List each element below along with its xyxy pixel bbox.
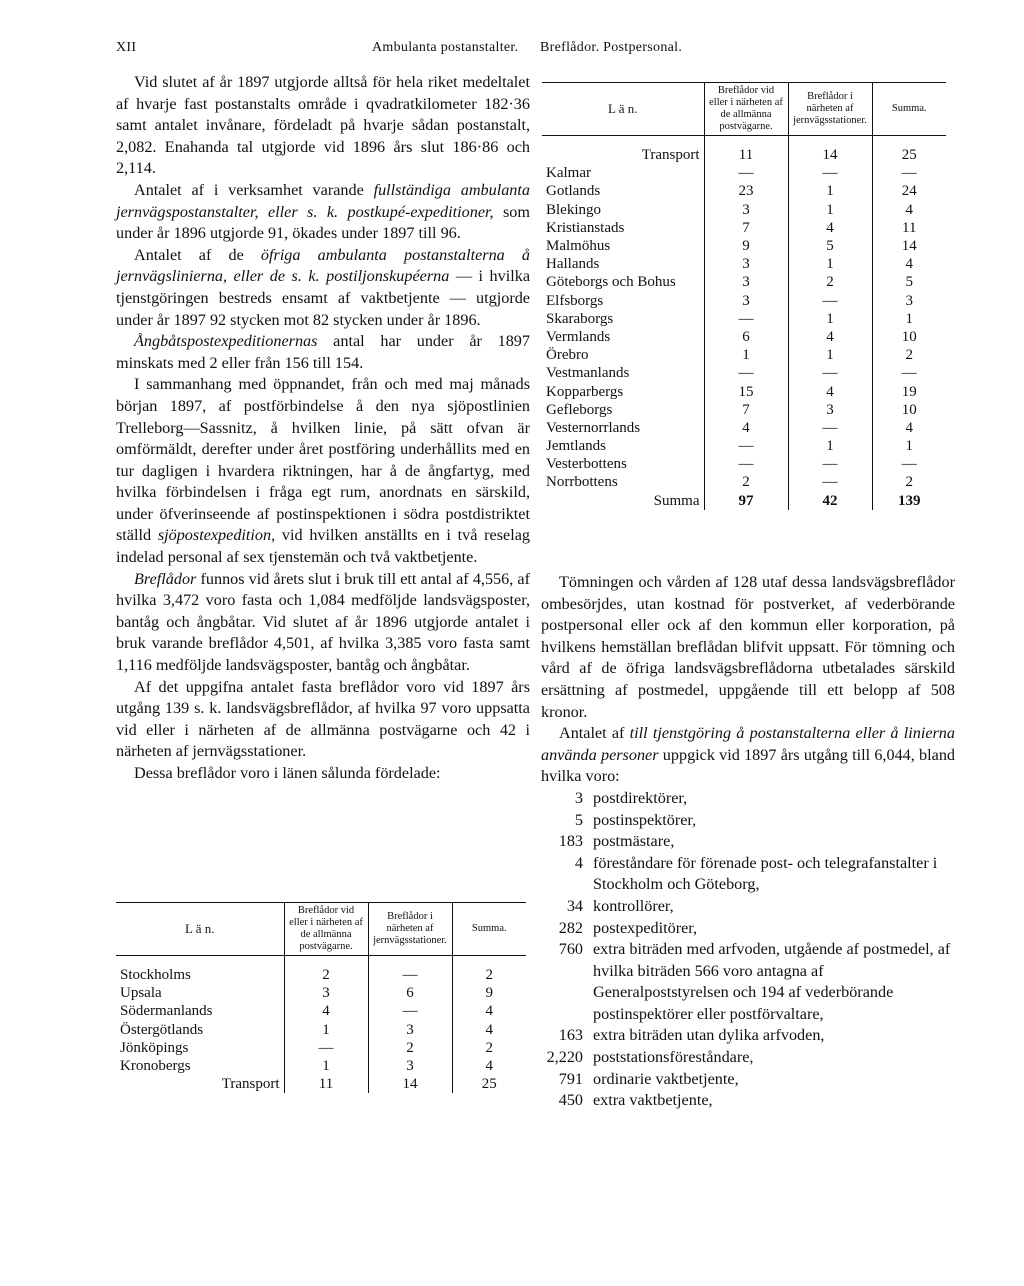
paragraph: Tömningen och vården af 128 utaf dessa landsvägsbreflådor ombesörjdes, utan kostnad för postverket, af vederbörande postpersonal eller ock af den kommun eller korporation, på hvilkens hemställan breflådan blifvit uppsatt. För tömning och vård af de öfriga landsvägsbreflådorna utbetalades särskild ersättning af postmedel, uppgående till ett belopp af 508 kronor. <box>541 573 955 721</box>
cell-summa: 24 <box>872 182 946 200</box>
cell-summa: 3 <box>872 292 946 310</box>
list-item <box>541 831 955 853</box>
italic-text: öfriga ambulanta postanstalterna å jernvägslinierna, eller de s. k. postiljonskupéerna <box>116 245 530 286</box>
spacer-row <box>116 956 526 967</box>
italic-text: till tjenstgöring å postanstalterna eller å linierna använda personer <box>541 724 955 764</box>
cell-postvagar: 2 <box>704 473 788 491</box>
cell-jernvagsstationer: — <box>788 164 872 182</box>
staff-description: kontrollörer, <box>593 896 674 915</box>
cell-jernvagsstationer: 1 <box>788 310 872 328</box>
cell-jernvagsstationer: 1 <box>788 346 872 364</box>
staff-count: 450 <box>558 1091 583 1110</box>
cell-jernvagsstationer: 1 <box>788 437 872 455</box>
italic-text: fullständiga ambulanta jernvägspostanstalter, eller s. k. postkupé-expeditioner, <box>116 180 530 221</box>
cell-postvagar: 7 <box>704 401 788 419</box>
staff-count: 791 <box>558 1069 583 1088</box>
cell-summa: 9 <box>452 984 526 1002</box>
table-row <box>542 364 946 382</box>
cell-summa: 14 <box>872 237 946 255</box>
text: Antalet af de <box>134 245 261 264</box>
lan-name: Gefleborgs <box>546 401 613 418</box>
cell-postvagar: 23 <box>704 182 788 200</box>
lan-name: Norrbottens <box>546 474 618 491</box>
transport-row-jernvagsstationer: 14 <box>788 146 872 164</box>
spacer-cell <box>116 956 284 967</box>
cell-postvagar: 3 <box>704 273 788 291</box>
transport-row <box>542 146 946 164</box>
cell-summa: 4 <box>452 1002 526 1020</box>
table-row <box>116 1057 526 1075</box>
cell-postvagar: — <box>704 364 788 382</box>
lan-name: Hallands <box>546 256 600 273</box>
lan-name: Vestmanlands <box>546 365 630 382</box>
table-row <box>542 382 946 400</box>
italic-text: Breflådor <box>134 569 197 588</box>
spacer-cell <box>542 136 704 147</box>
lan-name: Östergötlands <box>120 1021 204 1038</box>
spacer-cell <box>788 136 872 147</box>
cell-summa: 2 <box>872 346 946 364</box>
staff-description: postmästare, <box>593 832 675 851</box>
list-item <box>541 810 955 832</box>
table-row <box>542 255 946 273</box>
paragraph: Vid slutet af år 1897 utgjorde alltså för hela riket medeltalet af hvarje fast postanstalts område i qvadratkilometer 182·36 samt antalet invånare, fördeladt på hvarje sådan postanstalt, 2,082. Enahanda tal utgjorde vid 1896 års slut 186·86 och 2,114. <box>116 73 530 178</box>
list-item <box>541 939 955 1025</box>
staff-count: 4 <box>574 853 583 872</box>
cell-jernvagsstationer: — <box>788 473 872 491</box>
staff-description: postdirektörer, <box>593 788 688 807</box>
table-row <box>116 1039 526 1057</box>
staff-description: extra vaktbetjente, <box>593 1091 713 1110</box>
paragraph: Af det uppgifna antalet fasta breflådor voro vid 1897 års utgång 139 s. k. landsvägsbreflådor, af hvilka 97 voro uppsatta vid eller i närheten af de allmänna postvägarne och 42 i närheten af jernvägsstationer. <box>116 677 530 761</box>
cell-postvagar: 7 <box>704 219 788 237</box>
staff-count: 183 <box>558 832 583 851</box>
text: Antalet af <box>559 724 630 743</box>
staff-description: extra biträden utan dylika arfvoden, <box>593 1026 825 1045</box>
spacer-cell <box>872 136 946 147</box>
cell-jernvagsstationer: 4 <box>788 328 872 346</box>
list-item <box>541 896 955 918</box>
text: — i hvilka tjenstgöringen bestreds ensamt af vaktbetjente — utgjorde under år 1897 92 stycken mot 82 stycken under år 1896. <box>116 267 531 329</box>
table-row <box>542 346 946 364</box>
italic-text: sjöpostexpedition, <box>157 526 276 545</box>
cell-summa: 19 <box>872 382 946 400</box>
table-row <box>542 419 946 437</box>
staff-description: postinspektörer, <box>593 810 697 829</box>
cell-jernvagsstationer: 1 <box>788 201 872 219</box>
cell-postvagar: 6 <box>704 328 788 346</box>
table-row <box>542 219 946 237</box>
staff-count: 3 <box>574 788 583 807</box>
column-header-lan: L ä n. <box>116 903 284 956</box>
cell-postvagar: 4 <box>704 419 788 437</box>
cell-jernvagsstationer: — <box>788 364 872 382</box>
table-row <box>542 310 946 328</box>
cell-postvagar: 1 <box>284 1057 368 1075</box>
lan-name: Malmöhus <box>546 238 611 255</box>
italic-text: Ångbåtspostexpeditionernas <box>134 332 318 351</box>
table-row <box>542 201 946 219</box>
paragraph <box>116 245 530 331</box>
breflador-table-right <box>542 82 946 510</box>
cell-summa: 4 <box>452 1021 526 1039</box>
staff-count: 760 <box>558 940 583 959</box>
cell-summa: 2 <box>452 1039 526 1057</box>
text: funnos vid årets slut i bruk till ett antal af 4,556, af hvilka 3,472 voro fasta och 1,084 medföljde landsvägsposter, bantåg och ångbåtar. Vid slutet af år 1896 utgjorde antalet i bruk varande breflådor 4,501, af hvilka 3,385 voro fasta samt 1,116 medföljde landsvägsposter, bantåg och ångbåtar. <box>116 569 530 675</box>
staff-description: postexpeditörer, <box>593 918 698 937</box>
list-item <box>541 853 955 896</box>
transport-row-label: Transport <box>221 1076 280 1093</box>
text: vid hvilken anställts en i två reselag indelad personal af sex tjenstemän och två vaktbetjente. <box>116 526 530 567</box>
table-row <box>542 292 946 310</box>
paragraph <box>116 180 530 245</box>
lan-name: Södermanlands <box>120 1003 213 1020</box>
cell-postvagar: 1 <box>284 1021 368 1039</box>
cell-summa: 1 <box>872 310 946 328</box>
summa-row-summa: 139 <box>872 492 946 510</box>
table-row <box>542 473 946 491</box>
table-row <box>542 401 946 419</box>
table-row <box>542 328 946 346</box>
spacer-cell <box>452 956 526 967</box>
table-row <box>116 966 526 984</box>
cell-jernvagsstationer: 2 <box>788 273 872 291</box>
cell-summa: 4 <box>872 255 946 273</box>
cell-summa: 10 <box>872 328 946 346</box>
column-header-jernvagsstationer: Breflådor i närheten af jernvägsstationer. <box>368 903 452 956</box>
cell-postvagar: — <box>704 455 788 473</box>
cell-summa: 4 <box>872 201 946 219</box>
summa-row-postvagar: 97 <box>704 492 788 510</box>
transport-row-postvagar: 11 <box>704 146 788 164</box>
paragraph: Dessa breflådor voro i länen sålunda fördelade: <box>134 764 441 782</box>
staff-count: 5 <box>574 810 583 829</box>
transport-row-postvagar: 11 <box>284 1075 368 1093</box>
lan-name: Kronobergs <box>120 1058 191 1075</box>
table-row <box>116 1021 526 1039</box>
paragraph <box>541 723 955 788</box>
cell-postvagar: — <box>704 437 788 455</box>
cell-jernvagsstationer: — <box>788 419 872 437</box>
spacer-cell <box>284 956 368 967</box>
cell-summa: 5 <box>872 273 946 291</box>
transport-row-summa: 25 <box>872 146 946 164</box>
cell-jernvagsstationer: 4 <box>788 382 872 400</box>
lan-name: Kopparbergs <box>546 383 624 400</box>
text: som under år 1896 utgjorde 91, ökades under 1897 till 96. <box>116 202 530 243</box>
staff-description: ordinarie vaktbetjente, <box>593 1069 739 1088</box>
table-row <box>542 182 946 200</box>
cell-summa: 2 <box>872 473 946 491</box>
cell-summa: 11 <box>872 219 946 237</box>
lan-name: Kalmar <box>546 165 591 182</box>
cell-jernvagsstationer: 5 <box>788 237 872 255</box>
column-header-lan: L ä n. <box>542 83 704 136</box>
cell-summa: 1 <box>872 437 946 455</box>
lan-name: Vermlands <box>546 328 611 345</box>
cell-jernvagsstationer: — <box>368 966 452 984</box>
cell-postvagar: 2 <box>284 966 368 984</box>
summa-row <box>542 492 946 510</box>
lan-name: Blekingo <box>546 201 601 218</box>
cell-jernvagsstationer: 3 <box>368 1021 452 1039</box>
lan-name: Jönköpings <box>120 1039 189 1056</box>
summa-row-jernvagsstationer: 42 <box>788 492 872 510</box>
cell-postvagar: 3 <box>704 292 788 310</box>
cell-summa: 10 <box>872 401 946 419</box>
cell-postvagar: — <box>704 164 788 182</box>
column-header-summa: Summa. <box>471 923 507 934</box>
spacer-cell <box>704 136 788 147</box>
transport-row-summa: 25 <box>452 1075 526 1093</box>
cell-postvagar: 3 <box>704 201 788 219</box>
cell-postvagar: 4 <box>284 1002 368 1020</box>
transport-row <box>116 1075 526 1093</box>
cell-summa: — <box>872 164 946 182</box>
table-row <box>116 1002 526 1020</box>
lan-name: Gotlands <box>546 183 601 200</box>
lan-name: Upsala <box>120 985 162 1002</box>
list-item <box>541 788 955 810</box>
page-number: XII <box>116 40 137 55</box>
spacer-cell <box>368 956 452 967</box>
running-header-right: Breflådor. Postpersonal. <box>540 40 683 55</box>
cell-postvagar: 15 <box>704 382 788 400</box>
table-row <box>542 273 946 291</box>
transport-row-label: Transport <box>641 147 700 164</box>
text: uppgick vid 1897 års utgång till 6,044, bland hvilka voro: <box>541 745 956 786</box>
list-item <box>541 1025 955 1047</box>
staff-description: föreståndare för förenade post- och telegrafanstalter i Stockholm och Göteborg, <box>593 853 938 894</box>
column-header-postvagar: Breflådor vid eller i närheten af de allmänna postvägarne. <box>284 903 368 956</box>
lan-name: Vesterbottens <box>546 456 627 473</box>
staff-count: 282 <box>558 918 583 937</box>
lan-name: Jemtlands <box>546 438 606 455</box>
left-text-column <box>116 72 530 785</box>
staff-description: poststationsföreståndare, <box>593 1048 754 1067</box>
lan-name: Elfsborgs <box>546 292 604 309</box>
cell-jernvagsstationer: 3 <box>788 401 872 419</box>
cell-jernvagsstationer: — <box>788 455 872 473</box>
cell-postvagar: — <box>704 310 788 328</box>
cell-postvagar: 1 <box>704 346 788 364</box>
column-header-jernvagsstationer: Breflådor i närheten af jernvägsstationer. <box>788 83 872 136</box>
text: Antalet af i verksamhet varande <box>134 180 374 199</box>
text: antal har under år 1897 minskats med 2 eller från 156 till 154. <box>116 332 530 372</box>
cell-summa: — <box>872 455 946 473</box>
cell-jernvagsstationer: — <box>368 1002 452 1020</box>
cell-postvagar: 3 <box>704 255 788 273</box>
list-item <box>541 1090 955 1112</box>
summa-row-label: Summa <box>653 492 700 509</box>
cell-jernvagsstationer: 2 <box>368 1039 452 1057</box>
breflador-table-left <box>116 902 526 1093</box>
lan-name: Örebro <box>546 347 589 364</box>
column-header-postvagar: Breflådor vid eller i närheten af de allmänna postvägarne. <box>704 83 788 136</box>
paragraph <box>116 374 530 568</box>
spacer-row <box>542 136 946 147</box>
cell-jernvagsstationer: 4 <box>788 219 872 237</box>
list-item <box>541 1047 955 1069</box>
cell-summa: 2 <box>452 966 526 984</box>
staff-count: 163 <box>558 1026 583 1045</box>
transport-row-jernvagsstationer: 14 <box>368 1075 452 1093</box>
lan-name: Göteborgs och Bohus <box>546 274 676 291</box>
cell-postvagar: 3 <box>284 984 368 1002</box>
cell-summa: 4 <box>452 1057 526 1075</box>
right-text-column <box>541 572 955 1112</box>
cell-summa: 4 <box>872 419 946 437</box>
cell-jernvagsstationer: — <box>788 292 872 310</box>
paragraph <box>116 569 530 677</box>
staff-list <box>541 788 955 1112</box>
table-row <box>542 455 946 473</box>
column-header-summa: Summa. <box>891 103 927 114</box>
staff-count: 2,220 <box>546 1048 583 1067</box>
cell-postvagar: — <box>284 1039 368 1057</box>
text: I sammanhang med öppnandet, från och med maj månads början 1897, af postförbindelse å den nya sjöpostlinien Trelleborg—Sassnitz, å hvilken linie, på sätt ofvan är omförmäldt, derefter under året postföring underhållits med en tur dagligen i hvardera riktningen, har å de ångfartyg, med hvilka förbindelsen i fråga egt rum, anordnats en särskild, under öfverinseende af postinspektionen i södra postdistriktet ställd <box>116 375 530 545</box>
lan-name: Kristianstads <box>546 219 625 236</box>
cell-jernvagsstationer: 1 <box>788 182 872 200</box>
cell-summa: — <box>872 364 946 382</box>
running-header-left: Ambulanta postanstalter. <box>372 40 519 55</box>
table-row <box>542 164 946 182</box>
table-row <box>542 437 946 455</box>
cell-jernvagsstationer: 1 <box>788 255 872 273</box>
list-item <box>541 1069 955 1091</box>
lan-name: Skaraborgs <box>546 310 614 327</box>
staff-count: 34 <box>566 896 583 915</box>
cell-jernvagsstationer: 6 <box>368 984 452 1002</box>
paragraph <box>116 331 530 374</box>
cell-postvagar: 9 <box>704 237 788 255</box>
list-item <box>541 918 955 940</box>
table-row <box>116 984 526 1002</box>
cell-jernvagsstationer: 3 <box>368 1057 452 1075</box>
lan-name: Vesternorrlands <box>546 419 641 436</box>
staff-description: extra biträden med arfvoden, utgående af postmedel, af hvilka biträden 566 voro antagna af Generalpoststyrelsen och 194 af vederbörande postinspektörer eller postförvaltare, <box>593 940 951 1023</box>
table-row <box>542 237 946 255</box>
lan-name: Stockholms <box>120 967 191 984</box>
